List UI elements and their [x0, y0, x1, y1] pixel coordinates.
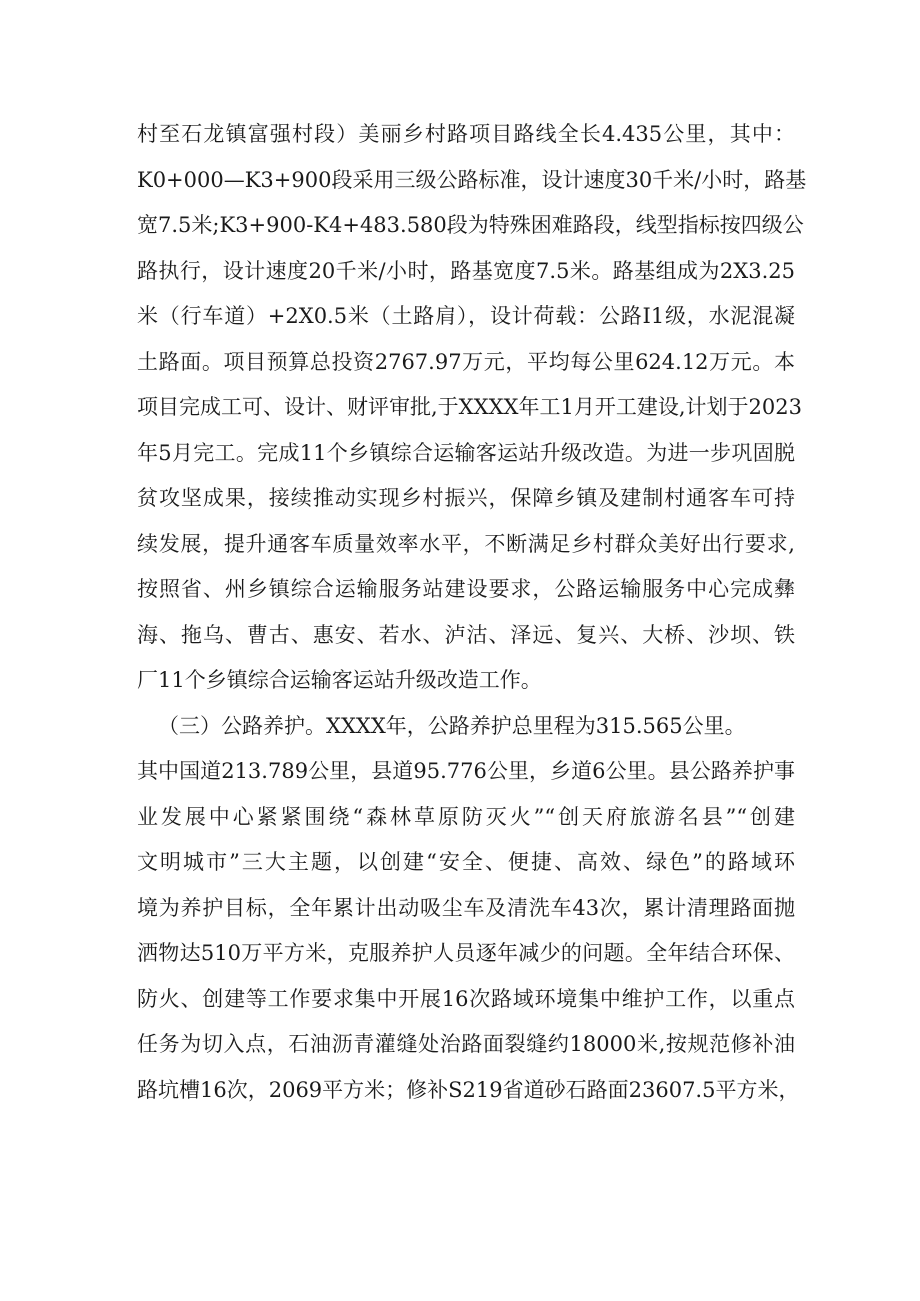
body-text [137, 112, 807, 1113]
text-line: 项目完成工可、设计、财评审批,于XXXX年工1月开工建设,计划于2023 [137, 395, 802, 419]
text-line: 村至石龙镇富强村段）美丽乡村路项目路线全长4.435公里，其中： [137, 122, 795, 146]
paragraph-end-line: 厂11个乡镇综合运输客运站升级改造工作。 [137, 668, 542, 692]
text-line: 路坑槽16次，2069平方米；修补S219省道砂石路面23607.5平方米， [137, 1077, 800, 1102]
section-heading-line: （三）公路养护。XXXX年，公路养护总里程为315.565公里。 [158, 713, 746, 738]
text-line: 业发展中心紧紧围绕“森林草原防灭火”“创天府旅游名县”“创建 [137, 804, 795, 829]
text-line: K0+000—K3+900段采用三级公路标准，设计速度30千米/小时，路基 [137, 167, 807, 192]
text-line: 宽7.5米;K3+900-K4+483.580段为特殊困难路段，线型指标按四级公 [137, 213, 804, 237]
text-line: 贫攻坚成果，接续推动实现乡村振兴，保障乡镇及建制村通客车可持 [137, 486, 795, 510]
text-line: 防火、创建等工作要求集中开展16次路域环境集中维护工作，以重点 [137, 986, 795, 1011]
text-line: 土路面。项目预算总投资2767.97万元，平均每公里624.12万元。本 [137, 349, 795, 374]
text-line: 其中国道213.789公里，县道95.776公里，乡道6公里。县公路养护事 [137, 759, 795, 783]
text-line: 米（行车道）+2X0.5米（土路肩），设计荷载：公路I1级，水泥混凝 [137, 304, 795, 328]
text-line: 海、拖乌、曹古、惠安、若水、泸沽、泽远、复兴、大桥、沙坝、铁 [137, 622, 795, 647]
text-line: 按照省、州乡镇综合运输服务站建设要求，公路运输服务中心完成彝 [137, 577, 795, 601]
text-line: 文明城市”三大主题，以创建“安全、便捷、高效、绿色”的路域环 [137, 850, 795, 874]
text-line: 续发展，提升通客车质量效率水平，不断满足乡村群众美好出行要求, [137, 531, 795, 556]
text-line: 路执行，设计速度20千米/小时，路基宽度7.5米。路基组成为2X3.25 [137, 258, 795, 283]
text-line: 任务为切入点，石油沥青灌缝处治路面裂缝约18000米,按规范修补油 [137, 1032, 795, 1056]
text-line: 年5月完工。完成11个乡镇综合运输客运站升级改造。为进一步巩固脱 [137, 440, 795, 465]
text-line: 境为养护目标，全年累计出动吸尘车及清洗车43次，累计清理路面抛 [137, 895, 795, 920]
text-line: 洒物达510万平方米，克服养护人员逐年减少的问题。全年结合环保、 [137, 941, 795, 965]
